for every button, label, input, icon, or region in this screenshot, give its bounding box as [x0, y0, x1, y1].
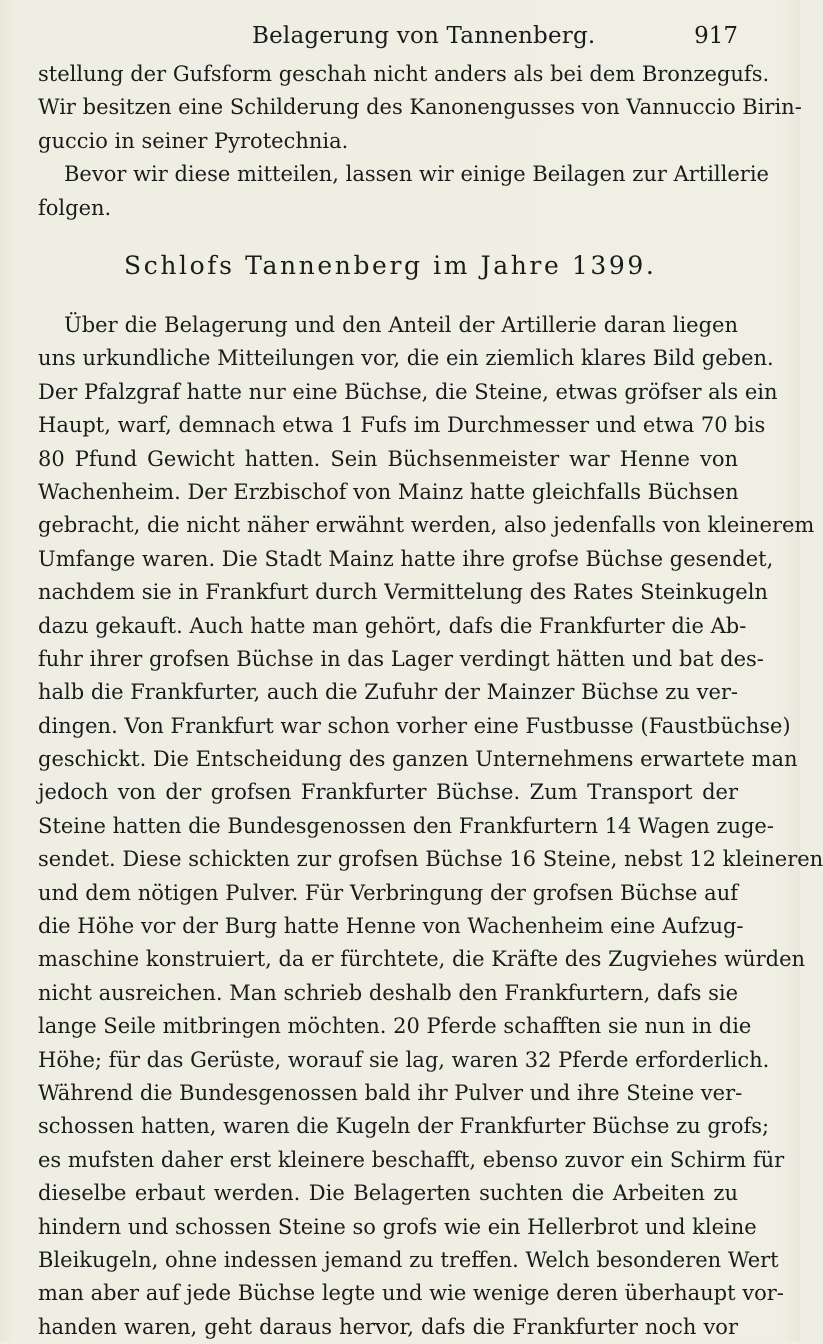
- text-line: Umfange waren. Die Stadt Mainz hatte ihre grofse Büchse gesendet,: [38, 546, 774, 571]
- text-line: sendet. Diese schickten zur grofsen Büchse 16 Steine, nebst 12 kleineren: [38, 847, 823, 872]
- text-line: halb die Frankfurter, auch die Zufuhr der Mainzer Büchse zu ver-: [38, 680, 738, 705]
- text-line: Höhe; für das Gerüste, worauf sie lag, waren 32 Pferde erforderlich.: [38, 1047, 770, 1072]
- text-line: Bleikugeln, ohne indessen jemand zu treffen. Welch besonderen Wert: [38, 1247, 779, 1272]
- text-line: Haupt, warf, demnach etwa 1 Fufs im Durchmesser und etwa 70 bis: [38, 413, 766, 438]
- text-line: 80 Pfund Gewicht hatten. Sein Büchsenmeister war Henne von: [38, 446, 738, 471]
- text-line: gebracht, die nicht näher erwähnt werden, also jedenfalls von kleinerem: [38, 513, 815, 538]
- text-line: und dem nötigen Pulver. Für Verbringung der grofsen Büchse auf: [38, 880, 738, 905]
- text-line: man aber auf jede Büchse legte und wie wenige deren überhaupt vor-: [38, 1281, 784, 1306]
- text-line: dazu gekauft. Auch hatte man gehört, dafs die Frankfurter die Ab-: [38, 613, 747, 638]
- running-title: Belagerung von Tannenberg.: [252, 23, 596, 49]
- text-line: dingen. Von Frankfurt war schon vorher eine Fustbusse (Faustbüchse): [38, 713, 791, 738]
- text-line: Wir besitzen eine Schilderung des Kanonengusses von Vannuccio Birin-: [38, 95, 802, 120]
- text-line: folgen.: [38, 195, 112, 220]
- text-line: dieselbe erbaut werden. Die Belagerten suchten die Arbeiten zu: [38, 1181, 738, 1206]
- text-line: stellung der Gufsform geschah nicht anders als bei dem Bronzegufs.: [38, 62, 770, 86]
- text-line: Über die Belagerung und den Anteil der Artillerie daran liegen: [64, 313, 738, 337]
- text-line: fuhr ihrer grofsen Büchse in das Lager verdingt hätten und bat des-: [38, 646, 764, 671]
- text-line: lange Seile mitbringen möchten. 20 Pferde schafften sie nun in die: [38, 1014, 752, 1039]
- text-line: Wachenheim. Der Erzbischof von Mainz hatte gleichfalls Büchsen: [38, 479, 739, 504]
- top-paragraphs: [38, 58, 802, 225]
- text-line: Bevor wir diese mitteilen, lassen wir einige Beilagen zur Artillerie: [64, 162, 769, 187]
- text-line: Der Pfalzgraf hatte nur eine Büchse, die Steine, etwas gröfser als ein: [38, 379, 778, 404]
- page-number: 917: [694, 23, 738, 49]
- text-line: handen waren, geht daraus hervor, dafs die Frankfurter noch vor: [38, 1314, 738, 1339]
- running-head: [38, 18, 738, 54]
- text-line: hindern und schossen Steine so grofs wie ein Hellerbrot und kleine: [38, 1214, 757, 1239]
- section-heading: Schlofs Tannenberg im Jahre 1399.: [124, 251, 657, 280]
- text-line: Steine hatten die Bundesgenossen den Frankfurtern 14 Wagen zuge-: [38, 813, 774, 838]
- text-line: die Höhe vor der Burg hatte Henne von Wachenheim eine Aufzug-: [38, 914, 744, 939]
- text-line: maschine konstruiert, da er fürchtete, die Kräfte des Zugviehes würden: [38, 947, 806, 972]
- text-line: uns urkundliche Mitteilungen vor, die ein ziemlich klares Bild geben.: [38, 346, 774, 371]
- text-line: Während die Bundesgenossen bald ihr Pulver und ihre Steine ver-: [38, 1080, 743, 1105]
- text-line: nicht ausreichen. Man schrieb deshalb den Frankfurtern, dafs sie: [38, 980, 739, 1005]
- text-line: guccio in seiner Pyrotechnia.: [38, 128, 349, 153]
- text-line: nachdem sie in Frankfurt durch Vermittelung des Rates Steinkugeln: [38, 580, 768, 605]
- body-paragraph: [38, 309, 823, 1344]
- text-line: jedoch von der grofsen Frankfurter Büchse. Zum Transport der: [38, 780, 738, 805]
- text-line: es mufsten daher erst kleinere beschafft, ebenso zuvor ein Schirm für: [38, 1147, 785, 1172]
- text-line: schossen hatten, waren die Kugeln der Frankfurter Büchse zu grofs;: [38, 1114, 770, 1139]
- text-line: geschickt. Die Entscheidung des ganzen Unternehmens erwartete man: [38, 747, 798, 772]
